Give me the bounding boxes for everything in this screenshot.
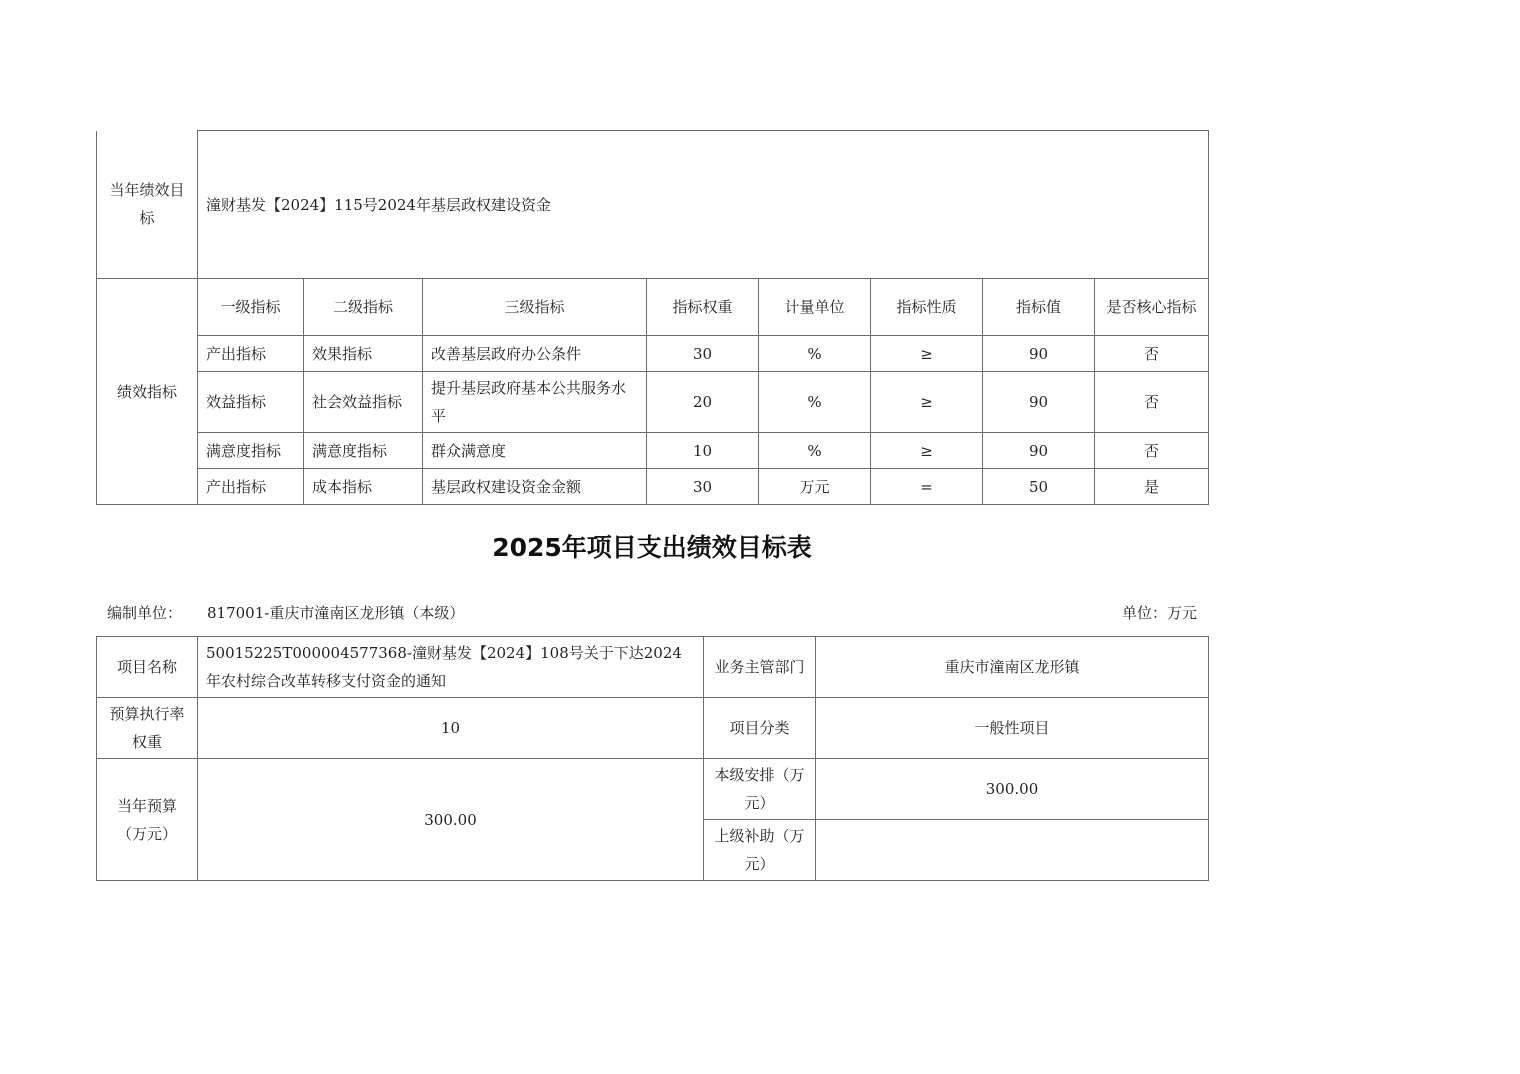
exec-rate-label: 预算执行率权重	[97, 698, 198, 759]
row-nature: ≥	[871, 336, 983, 372]
table-row	[97, 336, 1209, 372]
row-nature: ≥	[871, 372, 983, 433]
row-is-core: 否	[1095, 372, 1209, 433]
editor-value: 817001-重庆市潼南区龙形镇（本级）	[207, 604, 465, 622]
row-weight: 20	[647, 372, 759, 433]
upper-label: 上级补助（万元）	[704, 820, 816, 881]
row-level1: 满意度指标	[198, 433, 304, 469]
header-level3: 三级指标	[423, 279, 647, 336]
budget-value: 300.00	[198, 759, 704, 881]
row-weight: 30	[647, 336, 759, 372]
project-name-value: 50015225T000004577368-潼财基发【2024】108号关于下达2024年农村综合改革转移支付资金的通知	[198, 637, 704, 698]
table-row	[97, 372, 1209, 433]
row-value: 50	[983, 469, 1095, 505]
upper-value	[816, 820, 1209, 881]
local-value: 300.00	[816, 759, 1209, 820]
exec-rate-value: 10	[198, 698, 704, 759]
header-value: 指标值	[983, 279, 1095, 336]
form-meta-line	[107, 601, 1197, 625]
table-row	[97, 469, 1209, 505]
header-weight: 指标权重	[647, 279, 759, 336]
row-level1: 效益指标	[198, 372, 304, 433]
row-is-core: 否	[1095, 336, 1209, 372]
project-name-label: 项目名称	[97, 637, 198, 698]
header-level2: 二级指标	[304, 279, 423, 336]
row-nature: ≥	[871, 433, 983, 469]
row-is-core: 否	[1095, 433, 1209, 469]
project-info-table	[96, 636, 1209, 881]
row-unit: %	[759, 372, 871, 433]
category-label: 项目分类	[704, 698, 816, 759]
local-label: 本级安排（万元）	[704, 759, 816, 820]
row-unit: 万元	[759, 469, 871, 505]
row-level2: 效果指标	[304, 336, 423, 372]
row-level2: 社会效益指标	[304, 372, 423, 433]
unit-label: 单位：万元	[1121, 604, 1197, 622]
indicator-group-label: 绩效指标	[97, 279, 198, 505]
row-weight: 30	[647, 469, 759, 505]
row-value: 90	[983, 433, 1095, 469]
row-value: 90	[983, 372, 1095, 433]
row-level3: 提升基层政府基本公共服务水平	[423, 372, 647, 433]
form-title: 2025年项目支出绩效目标表	[492, 533, 812, 562]
row-level3: 改善基层政府办公条件	[423, 336, 647, 372]
header-is-core: 是否核心指标	[1095, 279, 1209, 336]
row-is-core: 是	[1095, 469, 1209, 505]
header-unit: 计量单位	[759, 279, 871, 336]
dept-value: 重庆市潼南区龙形镇	[816, 637, 1209, 698]
category-value: 一般性项目	[816, 698, 1209, 759]
row-level1: 产出指标	[198, 336, 304, 372]
header-level1: 一级指标	[198, 279, 304, 336]
row-weight: 10	[647, 433, 759, 469]
editor-label: 编制单位：	[107, 604, 183, 622]
row-nature: =	[871, 469, 983, 505]
header-nature: 指标性质	[871, 279, 983, 336]
row-level3: 群众满意度	[423, 433, 647, 469]
budget-label: 当年预算（万元）	[97, 759, 198, 881]
row-level2: 满意度指标	[304, 433, 423, 469]
row-value: 90	[983, 336, 1095, 372]
row-level2: 成本指标	[304, 469, 423, 505]
row-unit: %	[759, 336, 871, 372]
dept-label: 业务主管部门	[704, 637, 816, 698]
table-row	[97, 433, 1209, 469]
performance-indicator-table	[96, 130, 1209, 505]
row-unit: %	[759, 433, 871, 469]
annual-goal-label: 当年绩效目标	[97, 131, 198, 279]
row-level3: 基层政权建设资金金额	[423, 469, 647, 505]
annual-goal-text: 潼财基发【2024】115号2024年基层政权建设资金	[198, 131, 1209, 279]
row-level1: 产出指标	[198, 469, 304, 505]
